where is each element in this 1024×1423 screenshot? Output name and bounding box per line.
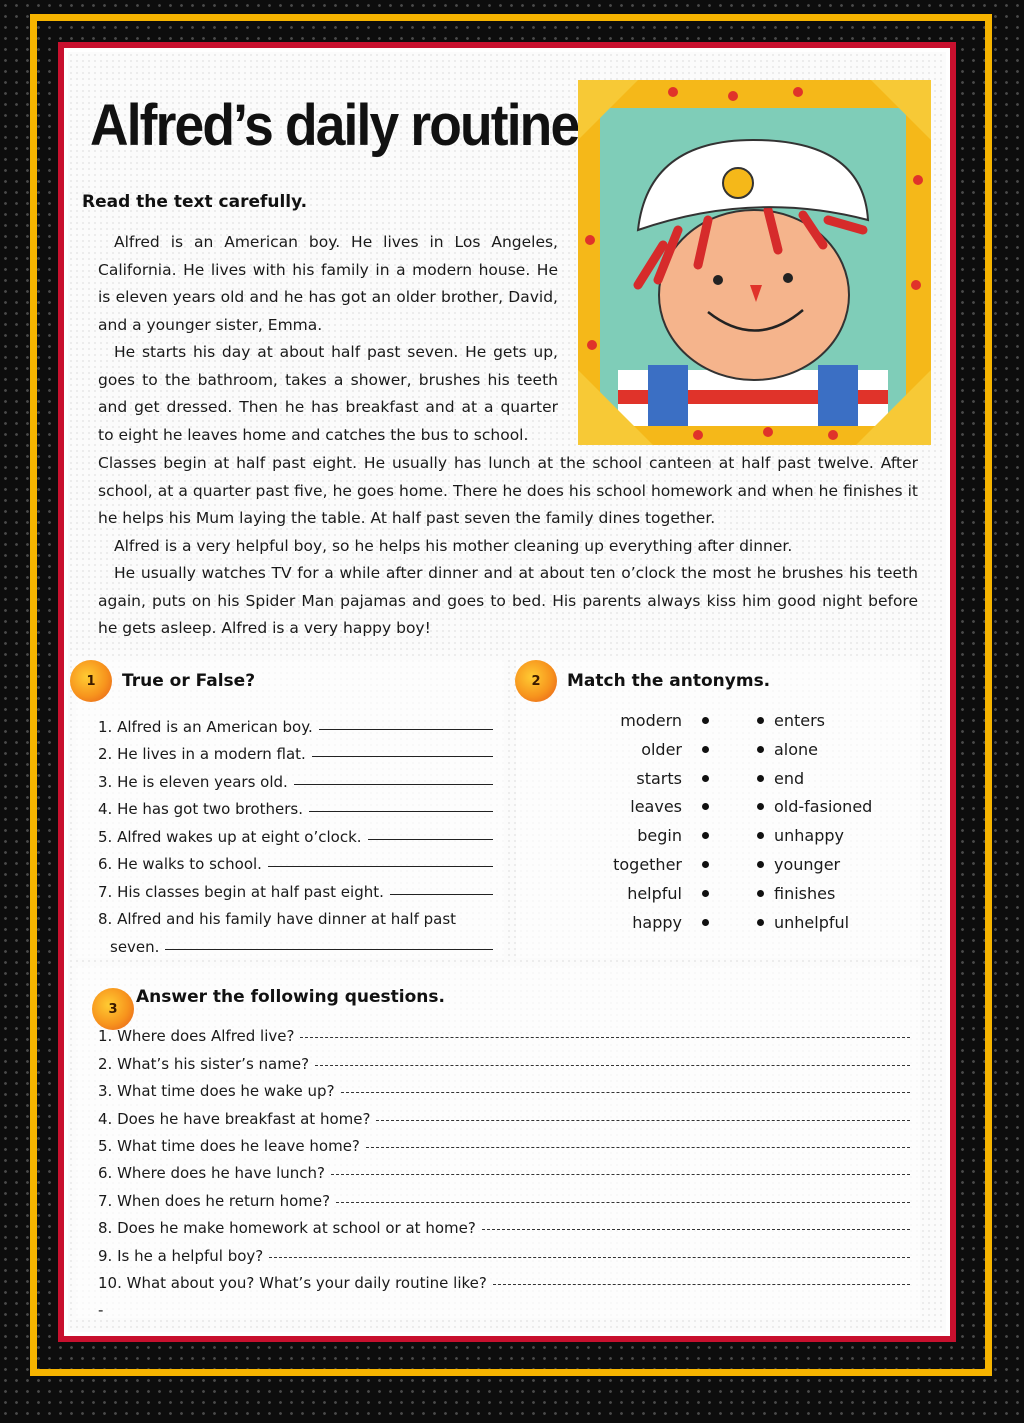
section-3-heading: Answer the following questions. (136, 987, 445, 1007)
match-dot-right[interactable] (757, 890, 764, 897)
trailing-dash: - (98, 1301, 104, 1320)
match-dot-left[interactable] (702, 861, 709, 868)
question-text: 7. His classes begin at half past eight. (98, 882, 384, 901)
list-item (98, 1237, 910, 1264)
answer-line[interactable] (390, 894, 493, 895)
antonym-row (572, 850, 840, 879)
match-dot-left[interactable] (702, 775, 709, 782)
list-item (98, 763, 493, 791)
match-dot-left[interactable] (702, 919, 709, 926)
section-number-badge: 2 (515, 660, 557, 702)
story-paragraph: He starts his day at about half past seven. He gets up, goes to the bathroom, takes a shower, brushes his teeth and get dressed. Then he has breakfast and at a quarter to eight he leaves home and catches the bus to school. (98, 343, 558, 444)
answer-line[interactable] (376, 1120, 910, 1121)
answer-line[interactable] (268, 866, 493, 867)
antonym-row (572, 735, 818, 764)
question-text: 2. He lives in a modern flat. (98, 745, 306, 763)
match-dot-right[interactable] (757, 832, 764, 839)
question-text: 10. What about you? What’s your daily routine like? (98, 1273, 487, 1292)
antonym-left-word: happy (632, 912, 682, 932)
section-2-heading: Match the antonyms. (567, 671, 771, 691)
match-dot-right[interactable] (757, 775, 764, 782)
antonym-right-word: alone (774, 739, 819, 759)
reading-instruction: Read the text carefully. (82, 192, 308, 212)
story-paragraph: Alfred is an American boy. He lives in Los Angeles, California. He lives with his family in a modern house. He is eleven years old and he has got an older brother, David, and a younger sister, Emma. (98, 233, 558, 334)
answer-line[interactable] (165, 949, 493, 950)
question-text: 8. Does he make homework at school or at home? (98, 1219, 476, 1238)
section-number-badge: 3 (92, 988, 134, 1030)
question-text: seven. (110, 937, 160, 956)
antonym-left-word: modern (620, 711, 682, 730)
antonym-row (572, 764, 804, 793)
antonym-row (572, 821, 844, 850)
antonym-row (572, 879, 835, 908)
question-text: 9. Is he a helpful boy? (98, 1246, 264, 1265)
question-text: 6. He walks to school. (98, 855, 262, 873)
question-text: 2. What’s his sister’s name? (98, 1054, 310, 1073)
answer-line[interactable] (269, 1257, 910, 1258)
list-item (98, 1018, 910, 1045)
antonym-right-word: end (774, 768, 805, 788)
match-dot-left[interactable] (702, 890, 709, 897)
answer-line[interactable] (309, 811, 493, 812)
answer-line[interactable] (315, 1065, 910, 1066)
antonym-right-word: younger (774, 855, 841, 874)
list-item (98, 846, 493, 874)
antonym-left-word: helpful (627, 883, 682, 903)
list-item (98, 818, 493, 846)
section-1-header (70, 660, 255, 702)
question-text: 8. Alfred and his family have dinner at half past (98, 910, 457, 928)
list-item (98, 1182, 910, 1209)
list-item (98, 1073, 910, 1100)
match-dot-left[interactable] (702, 717, 709, 724)
answer-line[interactable] (300, 1037, 910, 1038)
match-dot-left[interactable] (702, 832, 709, 839)
true-false-list (98, 708, 493, 956)
questions-list (98, 1018, 910, 1319)
section-2-header (515, 660, 770, 702)
question-text: 4. Does he have breakfast at home? (98, 1109, 371, 1128)
match-dot-right[interactable] (757, 746, 764, 753)
question-text: 7. When does he return home? (98, 1191, 331, 1210)
question-text: 1. Where does Alfred live? (98, 1027, 295, 1046)
antonym-left-word: starts (636, 768, 682, 788)
antonym-right-word: old-fasioned (774, 797, 873, 817)
antonym-right-word: enters (774, 711, 826, 730)
list-item (98, 1210, 910, 1237)
answer-line[interactable] (336, 1202, 910, 1203)
list-item (98, 1292, 910, 1319)
story-text-bottom (98, 450, 918, 643)
match-dot-right[interactable] (757, 803, 764, 810)
section-number-badge: 1 (70, 660, 112, 702)
list-item (98, 873, 493, 901)
antonym-left-word: older (641, 739, 682, 759)
page-title: Alfred’s daily routine (90, 93, 579, 158)
story-paragraph: Alfred is a very helpful boy, so he helps his mother cleaning up everything after dinner. (114, 536, 793, 555)
question-text: 5. Alfred wakes up at eight o’clock. (98, 827, 362, 846)
antonym-row (572, 908, 849, 937)
antonym-left-word: begin (637, 826, 682, 846)
list-item (98, 736, 493, 764)
list-item (98, 708, 493, 736)
list-item (98, 928, 493, 956)
answer-line[interactable] (368, 839, 493, 840)
story-paragraph: He usually watches TV for a while after dinner and at about ten o’clock the most he brushes his teeth again, puts on his Spider Man pajamas and goes to bed. His parents always kiss him good night before he gets asleep. Alfred is a very happy boy! (98, 564, 918, 637)
antonym-left-word: together (613, 855, 682, 874)
section-1-heading: True or False? (122, 671, 256, 691)
question-text: 3. He is eleven years old. (98, 772, 288, 791)
antonym-row (572, 706, 825, 735)
match-dot-right[interactable] (757, 861, 764, 868)
answer-line[interactable] (493, 1284, 910, 1285)
question-text: 4. He has got two brothers. (98, 800, 303, 818)
answer-line[interactable] (482, 1229, 910, 1230)
boy-illustration (578, 80, 931, 445)
story-text-top (98, 229, 558, 449)
question-text: 3. What time does he wake up? (98, 1082, 335, 1101)
match-dot-left[interactable] (702, 746, 709, 753)
answer-line[interactable] (312, 756, 493, 757)
answer-line[interactable] (341, 1092, 910, 1093)
list-item (98, 901, 493, 929)
story-paragraph: Classes begin at half past eight. He usually has lunch at the school canteen at half past twelve. After school, at a quarter past five, he goes home. There he does his school homework and when he finishes it he helps his Mum laying the table. At half past seven the family dines together. (98, 454, 918, 527)
match-dot-left[interactable] (702, 803, 709, 810)
antonym-row (572, 792, 872, 821)
antonym-right-word: unhappy (774, 826, 845, 846)
question-text: 5. What time does he leave home? (98, 1136, 360, 1155)
list-item (98, 1265, 910, 1292)
antonym-right-word: unhelpful (774, 912, 850, 932)
list-item (98, 1128, 910, 1155)
answer-line[interactable] (294, 784, 493, 785)
antonym-right-word: finishes (774, 883, 836, 903)
antonym-left-word: leaves (630, 797, 682, 817)
list-item (98, 1155, 910, 1182)
list-item (98, 791, 493, 819)
answer-line[interactable] (319, 729, 493, 730)
list-item (98, 1100, 910, 1127)
answer-line[interactable] (366, 1147, 910, 1148)
answer-line[interactable] (331, 1174, 910, 1175)
match-dot-right[interactable] (757, 717, 764, 724)
match-dot-right[interactable] (757, 919, 764, 926)
list-item (98, 1045, 910, 1072)
question-text: 6. Where does he have lunch? (98, 1164, 325, 1183)
question-text: 1. Alfred is an American boy. (98, 717, 313, 736)
